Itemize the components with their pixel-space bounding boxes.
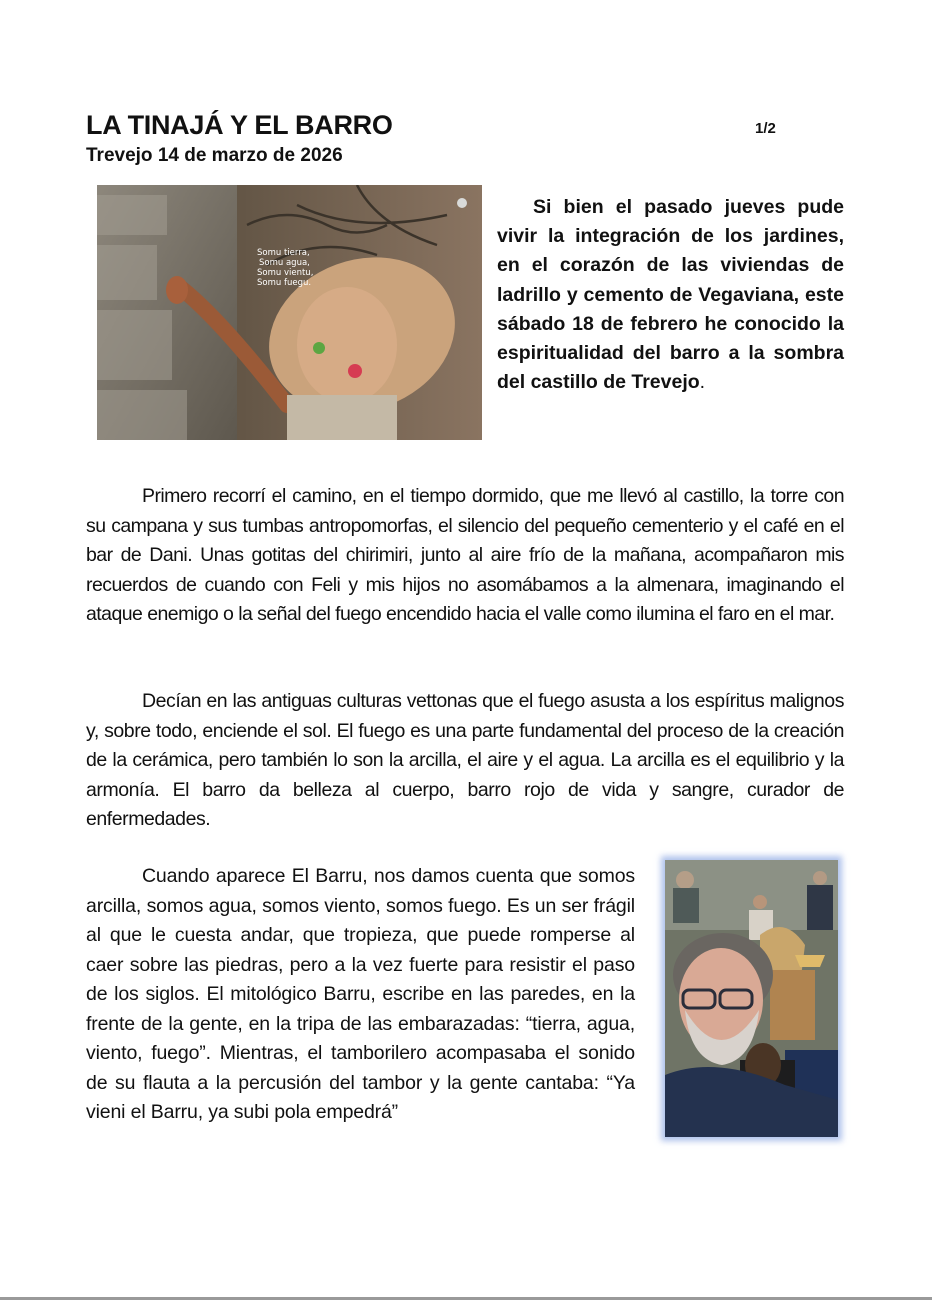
page-indicator: 1/2 [755,120,776,137]
paragraph-2: Decían en las antiguas culturas vettonas que el fuego asusta a los espíritus malignos y, sobre todo, enciende el sol. El fuego es una parte fundamental del proceso de la creación de la cerámica, pero también lo son la arcilla, el aire y el agua. La arcilla es el equilibrio y la armonía. El barro da belleza al cuerpo, barro rojo de vida y sangre, curador de enfermedades. [86,690,844,830]
overlay-line-2: Somu agua, [259,258,310,268]
paragraph-1: Primero recorrí el camino, en el tiempo dormido, que me llevó al castillo, la torre con su campana y sus tumbas antropomorfas, el silencio del pequeño cementerio y el café en el bar de Dani. Unas gotitas del chirimiri, junto al aire frío de la mañana, acompañaron mis recuerdos de cuando con Feli y mis hijos no asomábamos a la almenara, imaginando el ataque enemigo o la señal del fuego encendido hacia el valle como ilumina el faro en el mar. [86,485,844,625]
svg-text:Somu tierra, Somu agua [257,248,316,288]
intro-paragraph [497,193,844,397]
paragraph-3: Cuando aparece El Barru, nos damos cuenta que somos arcilla, somos agua, somos viento, somos fuego. Es un ser frágil al que le cuesta andar, que tropieza, que puede romperse al caer sobre las piedras, pero a la vez fuerte para resistir el paso de los siglos. El mitológico Barru, escribe en las paredes, en la frente de la gente, en la tripa de las embarazadas: “tierra, agua, viento, fuego”. Mientras, el tamborilero acompasaba el sonido de su flauta a la percusión del tambor y la gente cantaba: “Ya vieni el Barru, ya subi pola empedrá” [86,865,635,1123]
document-title: LA TINAJÁ Y EL BARRO [86,110,393,140]
overlay-line-4: Somu fuegu. [257,278,312,288]
document-subtitle: Trevejo 14 de marzo de 2026 [86,145,343,166]
barru-wall-photo [97,185,482,440]
overlay-line-1: Somu tierra, [257,248,310,258]
selfie-crowd-photo [665,860,838,1137]
intro-text: Si bien el pasado jueves pude vivir la integración de los jardines, en el corazón de las viviendas de ladrillo y cemento de Vegaviana, este sábado 18 de febrero he conocido la espiritualidad del barro a la sombra del castillo de Trevejo [497,196,844,394]
overlay-line-3: Somu vientu, [257,268,314,278]
intro-end: . [699,371,706,394]
